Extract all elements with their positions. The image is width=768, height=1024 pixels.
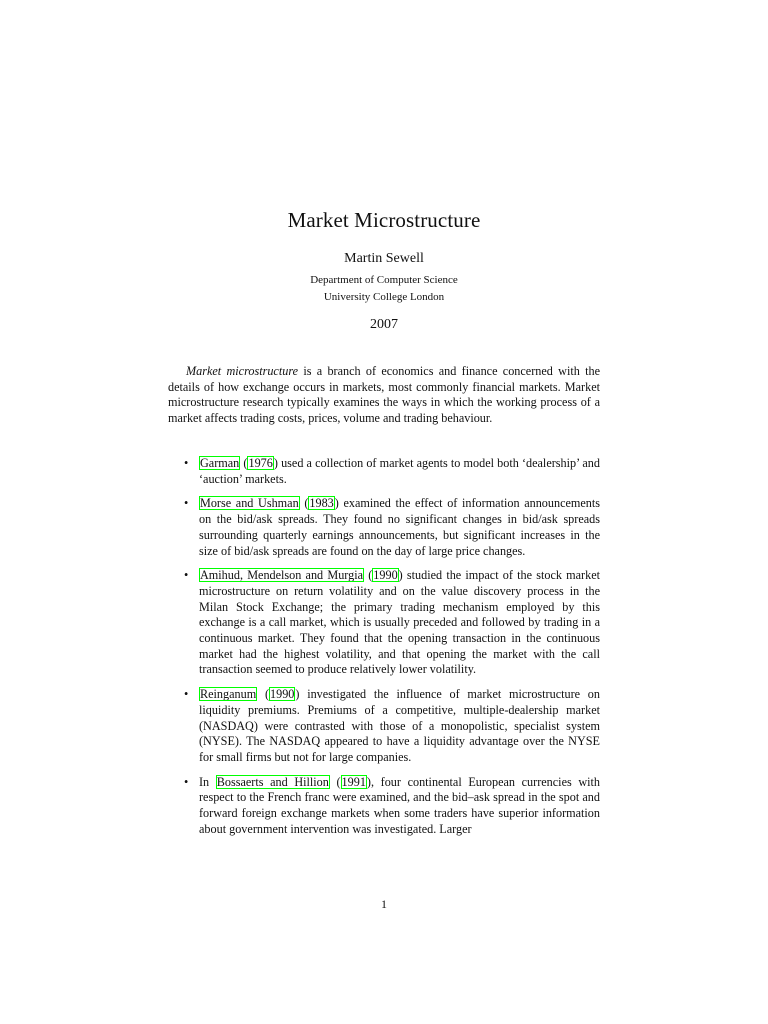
intro-text: is a branch of economics and finance concerned with the details of how exchange occurs in markets, most commonly financial markets. Market microstructure research typically examines the ways in which the working process of a market affects trading costs, prices, volume and trading behaviour. xyxy=(168,364,600,426)
citation-author-link[interactable]: Amihud, Mendelson and Murgia xyxy=(200,568,364,583)
citation-year-link[interactable]: 1983 xyxy=(309,496,334,511)
list-item: • Amihud, Mendelson and Murgia (1990) studied the impact of the stock market microstructure on return volatility and on the value discovery process in the Milan Stock Exchange; the primary trading mechanism employed by this exchange is a call market, which is usually preceded and followed by trading in a continuous market. They found that the opening transaction in the continuous market had the highest volatility, and that opening the market with the call transaction seemed to produce relatively lower volatility. xyxy=(184,568,600,677)
citation-author-link[interactable]: Morse and Ushman xyxy=(200,496,299,511)
citation-year-link[interactable]: 1976 xyxy=(248,456,273,470)
bullet-icon: • xyxy=(184,456,189,470)
item-text: investigated the influence of market microstructure on liquidity premiums. Premiums of a competitive, multiple-dealership market (NASDAQ) were contrasted with those of a monopolistic, specialist system (NYSE). The NASDAQ appeared to have a liquidity advantage over the NYSE for small firms but not for large companies. xyxy=(199,687,600,764)
author-institution: University College London xyxy=(323,291,445,303)
bullet-icon: • xyxy=(184,774,189,789)
author-name: Martin Sewell xyxy=(344,251,424,266)
page-number: 1 xyxy=(381,897,387,911)
list-item: • Morse and Ushman (1983) examined the effect of information announcements on the bid/ask spreads. They found no significant changes in bid/ask spreads surrounding quarterly earnings announcements, but significant increases in the size of bid/ask spreads are found on the day of large price changes. xyxy=(184,496,601,558)
citation-author-link[interactable]: Reinganum xyxy=(200,687,257,702)
item-text: studied the impact of the stock market microstructure on return volatility and on the value discovery process in the Milan Stock Exchange; the primary trading mechanism employed by this exchange is a call market, which is usually preceded and followed by trading in a continuous market. They found that the opening transaction in the continuous market had the highest volatility, and that opening the market with the call transaction seemed to produce relatively lower volatility. xyxy=(199,568,600,677)
citation-year-link[interactable]: 1990 xyxy=(373,568,398,583)
citation-year-link[interactable]: 1991 xyxy=(341,774,366,789)
intro-paragraph xyxy=(168,364,600,427)
author-department: Department of Computer Science xyxy=(310,274,458,286)
item-text: examined the effect of information announcements on the bid/ask spreads. They found no significant changes in bid/ask spreads surrounding quarterly earnings announcements, but significant increases in the size of bid/ask spreads are found on the day of large price changes. xyxy=(199,496,601,558)
item-prefix: In xyxy=(199,774,216,789)
bullet-icon: • xyxy=(184,687,189,702)
item-text: used a collection of market agents to model both ‘dealership’ and ‘auction’ markets. xyxy=(199,456,600,486)
literature-list xyxy=(168,456,600,846)
list-item: • In Bossaerts and Hillion (1991), four continental European currencies with respect to the French franc were examined, and the bid–ask spread in the spot and forward foreign exchange markets when some traders have superior information about government intervention was investigated. Larger xyxy=(184,774,601,836)
bullet-icon: • xyxy=(184,496,189,511)
citation-year-link[interactable]: 1990 xyxy=(270,687,295,702)
bullet-icon: • xyxy=(184,568,189,583)
item-text: , four continental European currencies with respect to the French franc were examined, and the bid–ask spread in the spot and forward foreign exchange markets when some traders have superior information about government intervention was investigated. Larger xyxy=(199,774,601,836)
paper-title: Market Microstructure xyxy=(287,208,481,232)
intro-term: Market microstructure xyxy=(186,364,299,378)
publication-year: 2007 xyxy=(370,317,398,332)
citation-author-link[interactable]: Bossaerts and Hillion xyxy=(216,774,329,789)
list-item: • Garman (1976) used a collection of market agents to model both ‘dealership’ and ‘auction’ markets. xyxy=(184,456,600,486)
list-item: • Reinganum (1990) investigated the influence of market microstructure on liquidity premiums. Premiums of a competitive, multiple-dealership market (NASDAQ) were contrasted with those of a monopolistic, specialist system (NYSE). The NASDAQ appeared to have a liquidity advantage over the NYSE for small firms but not for large companies. xyxy=(184,687,600,764)
citation-author-link[interactable]: Garman xyxy=(200,456,240,470)
